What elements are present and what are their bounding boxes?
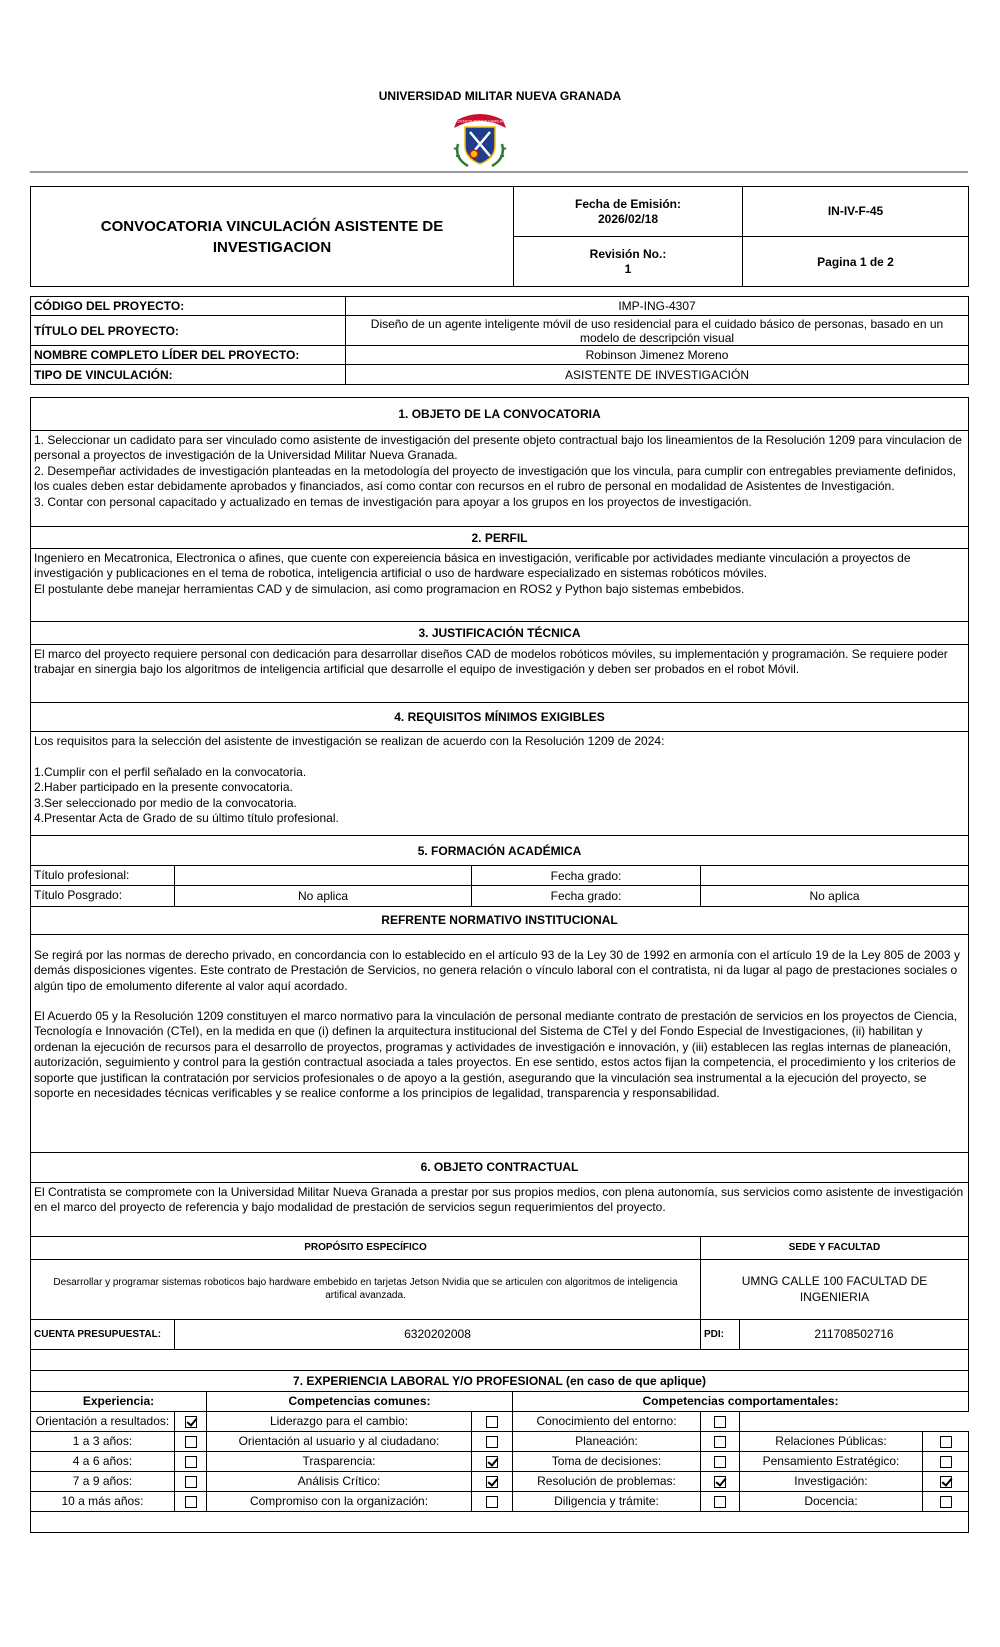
crest-icon <box>448 110 512 172</box>
common-competency-label: Compromiso con la organización: <box>207 1491 472 1511</box>
behavioral-competency-checkbox[interactable] <box>923 1431 969 1451</box>
experience-range-label: 4 a 6 años: <box>31 1451 175 1471</box>
behavioral-competency-label: Pensamiento Estratégico: <box>740 1451 923 1471</box>
experience-range-label: 1 a 3 años: <box>31 1431 175 1451</box>
behavioral-competency-label: Liderazgo para el cambio: <box>207 1411 472 1431</box>
experience-range-label: 10 a más años: <box>31 1491 175 1511</box>
empty-box-icon[interactable] <box>714 1456 726 1468</box>
empty-box-icon[interactable] <box>486 1496 498 1508</box>
project-code: IMP-ING-4307 <box>346 297 969 316</box>
pdi-value: 211708502716 <box>740 1319 969 1349</box>
header-rule <box>30 171 968 173</box>
common-competency-label: Trasparencia: <box>207 1451 472 1471</box>
behavioral-competency-label: Toma de decisiones: <box>513 1451 701 1471</box>
section-2-title: 2. PERFIL <box>31 527 969 549</box>
empty-box-icon[interactable] <box>714 1496 726 1508</box>
form-title: CONVOCATORIA VINCULACIÓN ASISTENTE DE INVESTIGACION <box>31 187 514 287</box>
empty-box-icon[interactable] <box>714 1436 726 1448</box>
emission-label: Fecha de Emisión: <box>574 196 682 211</box>
experience-row <box>31 1471 969 1491</box>
project-title-label: TÍTULO DEL PROYECTO: <box>31 316 346 346</box>
experience-range-checkbox[interactable] <box>175 1491 207 1511</box>
campus-text: UMNG CALLE 100 FACULTAD DE INGENIERIA <box>701 1259 969 1319</box>
normative-paragraph-1: Se regirá por las normas de derecho privado, en concordancia con lo establecido en el artículo 93 de la Ley 30 de 1992 en armonía con el artículo 19 de la Ley 805 de 2003 y demás disposiciones vigentes. Este contrato de Prestación de Servicios, no genera relación o vínculo laboral con el contratista, ni da lugar al pago de prestaciones sociales o algún tipo de emolumento diferente al valor aquí acordado. <box>34 947 960 993</box>
logo-motto: CIENCIA PATRIA FAMILIA <box>456 118 504 124</box>
empty-box-icon[interactable] <box>185 1456 197 1468</box>
experience-range-checkbox[interactable] <box>175 1471 207 1491</box>
empty-box-icon[interactable] <box>940 1456 952 1468</box>
behavioral-competency-label: Relaciones Públicas: <box>740 1431 923 1451</box>
revision-label: Revisión No.: <box>589 246 667 261</box>
postgrad-title-value: No aplica <box>175 886 472 906</box>
experience-range-checkbox[interactable] <box>175 1431 207 1451</box>
project-code-label: CÓDIGO DEL PROYECTO: <box>31 297 346 316</box>
campus-label: SEDE Y FACULTAD <box>701 1236 969 1259</box>
professional-title-value <box>175 866 472 886</box>
empty-box-icon[interactable] <box>185 1436 197 1448</box>
behavioral-competency-label: Diligencia y trámite: <box>513 1491 701 1511</box>
link-type-label: TIPO DE VINCULACIÓN: <box>31 365 346 385</box>
experience-range-label: 7 a 9 años: <box>31 1471 175 1491</box>
behavioral-competency-label: Resolución de problemas: <box>513 1471 701 1491</box>
common-competencies-label: Competencias comunes: <box>207 1391 513 1411</box>
main-body <box>30 397 968 1533</box>
behavioral-competency-checkbox[interactable] <box>472 1411 513 1431</box>
bottom-spacer-row <box>31 1511 969 1532</box>
behavioral-competency-checkbox[interactable] <box>923 1491 969 1511</box>
postgrad-date-label: Fecha grado: <box>472 886 701 906</box>
section-4-text: Los requisitos para la selección del asistente de investigación se realizan de acuerdo con la Resolución 1209 de 2024: 1.Cumplir con el perfil señalado en la convocatoria. 2.Haber participado en la presente convocatoria. 3.Ser seleccionado por medio de la convocatoria. 4.Presentar Acta de Grado de su último título profesional. <box>31 732 969 836</box>
common-competency-checkbox[interactable] <box>472 1491 513 1511</box>
specific-purpose-label: PROPÓSITO ESPECÍFICO <box>31 1236 701 1259</box>
empty-box-icon[interactable] <box>486 1416 498 1428</box>
university-name: UNIVERSIDAD MILITAR NUEVA GRANADA <box>378 89 622 103</box>
budget-value: 6320202008 <box>175 1319 701 1349</box>
section-7-title: 7. EXPERIENCIA LABORAL Y/O PROFESIONAL (en caso de que aplique) <box>31 1370 969 1391</box>
professional-title-label: Título profesional: <box>31 866 175 886</box>
checked-box-icon[interactable] <box>714 1476 726 1488</box>
section-3-text: El marco del proyecto requiere personal con dedicación para desarrollar diseños CAD de modelos robóticos móviles, su implementación y programación. Se requiere poder trabajar en sinergia bajo los algoritmos de inteligencia artificial que desarrolle el equipo de investigación y deben ser probados en el robot Móvil. <box>31 645 969 703</box>
postgrad-date-value: No aplica <box>701 886 969 906</box>
common-competency-label: Orientación al usuario y al ciudadano: <box>207 1431 472 1451</box>
common-competency-checkbox[interactable] <box>472 1451 513 1471</box>
empty-box-icon[interactable] <box>940 1496 952 1508</box>
section-6-text: El Contratista se compromete con la Universidad Militar Nueva Granada a prestar por sus propios medios, con plena autonomía, sus servicios como asistente de investigación en el marco del proyecto de referencia y bajo modalidad de prestación de servicios segun requerimientos del proyecto. <box>31 1182 969 1236</box>
university-logo <box>448 110 512 172</box>
empty-box-icon[interactable] <box>185 1496 197 1508</box>
behavioral-competencies-label: Competencias comportamentales: <box>513 1391 969 1411</box>
experience-label: Experiencia: <box>31 1391 207 1411</box>
behavioral-competency-checkbox[interactable] <box>923 1451 969 1471</box>
experience-row <box>31 1431 969 1451</box>
empty-box-icon[interactable] <box>714 1416 726 1428</box>
page-number: Pagina 1 de 2 <box>743 237 969 287</box>
project-info <box>30 296 968 385</box>
normative-title: REFRENTE NORMATIVO INSTITUCIONAL <box>31 906 969 934</box>
behavioral-competency-label: Investigación: <box>740 1471 923 1491</box>
section-3-title: 3. JUSTIFICACIÓN TÉCNICA <box>31 622 969 645</box>
section-6-title: 6. OBJETO CONTRACTUAL <box>31 1152 969 1182</box>
behavioral-competency-checkbox[interactable] <box>701 1411 740 1431</box>
pdi-label: PDI: <box>701 1319 740 1349</box>
budget-label: CUENTA PRESUPUESTAL: <box>31 1319 175 1349</box>
behavioral-competency-checkbox[interactable] <box>701 1451 740 1471</box>
common-competency-checkbox[interactable] <box>175 1411 207 1431</box>
project-leader: Robinson Jimenez Moreno <box>346 346 969 365</box>
sections-table <box>30 397 969 1533</box>
spacer-row <box>31 1349 969 1370</box>
behavioral-competency-checkbox[interactable] <box>923 1471 969 1491</box>
common-competency-checkbox[interactable] <box>472 1431 513 1451</box>
normative-text <box>31 934 969 1152</box>
experience-range-checkbox[interactable] <box>175 1451 207 1471</box>
checked-box-icon[interactable] <box>940 1476 952 1488</box>
normative-paragraph-2: El Acuerdo 05 y la Resolución 1209 constituyen el marco normativo para la vinculación de personal mediante contrato de prestación de servicios en los proyectos de Ciencia, Tecnología e Innovación (CTeI), en la medida en que (i) definen la arquitectura institucional del Sistema de CTeI y del Fondo Especial de Investigaciones, (ii) habilitan y ordenan la ejecución de recursos para el desarrollo de proyectos, programas y actividades de investigación e innovación, y (iii) establecen las reglas internas de planeación, autorización, seguimiento y control para la gestión contractual asociada a tales proyectos. En ese sentido, estos actos fijan la competencia, el procedimiento y los criterios de soporte que justifican la contratación por servicios profesionales o de apoyo a la gestión, asegurando que la vinculación sea instrumental a la ejecución del proyecto, se soporte en necesidades técnicas verificables y se realice conforme a los principios de legalidad, transparencia y responsabilidad. <box>34 1009 958 1101</box>
common-competency-label: Orientación a resultados: <box>31 1411 175 1431</box>
checked-box-icon[interactable] <box>486 1476 498 1488</box>
postgrad-title-label: Título Posgrado: <box>31 886 175 906</box>
section-5-title: 5. FORMACIÓN ACADÉMICA <box>31 836 969 866</box>
section-2-text: Ingeniero en Mecatronica, Electronica o afines, que cuente con expereiencia básica en investigación, verificable por actividades mediante vinculación a proyectos de investigación y publicaciones en el tema de robotica, inteligencia artificial o uso de hardware especializado en sistemas robóticos móviles. El postulante debe manejar herramientas CAD y de simulacion, asi como programacion en ROS2 y Python bajo sistemas embebidos. <box>31 549 969 622</box>
specific-purpose-text: Desarrollar y programar sistemas roboticos bajo hardware embebido en tarjetas Jetson Nvidia que se articulen con algoritmos de inteligencia artifical avanzada. <box>31 1259 701 1319</box>
empty-box-icon[interactable] <box>486 1436 498 1448</box>
project-title: Diseño de un agente inteligente móvil de uso residencial para el cuidado básico de personas, basado en un modelo de descripción visual <box>346 316 969 346</box>
behavioral-competency-checkbox[interactable] <box>701 1431 740 1451</box>
checked-box-icon[interactable] <box>185 1416 197 1428</box>
project-leader-label: NOMBRE COMPLETO LÍDER DEL PROYECTO: <box>31 346 346 365</box>
experience-row <box>31 1411 969 1431</box>
checked-box-icon[interactable] <box>486 1456 498 1468</box>
empty-box-icon[interactable] <box>940 1436 952 1448</box>
section-1-text: 1. Seleccionar un cadidato para ser vinculado como asistente de investigación del presente objeto contractual bajo los lineamientos de la Resolución 1209 para vinculacion de personal a proyectos de investigación de la Universidad Militar Nueva Granada. 2. Desempeñar actividades de investigación planteadas en la metodología del proyecto de investigación que los vincula, para cumplir con entregables previamente definidos, los cuales deben estar debidamente aprobados y financiados, así como contar con recursos en el rubro de personal en modalidad de Asistentes de Investigación. 3. Contar con personal capacitado y actualizado en temas de investigación para apoyar a los grupos en los proyectos de investigación. <box>31 431 969 527</box>
behavioral-competency-checkbox[interactable] <box>701 1471 740 1491</box>
section-1-title: 1. OBJETO DE LA CONVOCATORIA <box>31 398 969 431</box>
empty-box-icon[interactable] <box>185 1476 197 1488</box>
behavioral-competency-checkbox[interactable] <box>701 1491 740 1511</box>
experience-row <box>31 1491 969 1511</box>
header-box <box>30 186 968 287</box>
behavioral-competency-label: Planeación: <box>513 1431 701 1451</box>
behavioral-competency-label: Conocimiento del entorno: <box>513 1411 701 1431</box>
experience-row <box>31 1451 969 1471</box>
revision-cell <box>514 237 743 287</box>
revision-number: 1 <box>624 261 632 276</box>
common-competency-label: Análisis Crítico: <box>207 1471 472 1491</box>
link-type: ASISTENTE DE INVESTIGACIÓN <box>346 365 969 385</box>
professional-date-value <box>701 866 969 886</box>
section-4-title: 4. REQUISITOS MÍNIMOS EXIGIBLES <box>31 703 969 732</box>
emission-date: 2026/02/18 <box>597 211 659 226</box>
common-competency-checkbox[interactable] <box>472 1471 513 1491</box>
form-code: IN-IV-F-45 <box>743 187 969 237</box>
behavioral-competency-label: Docencia: <box>740 1491 923 1511</box>
professional-date-label: Fecha grado: <box>472 866 701 886</box>
emission-cell <box>514 187 743 237</box>
